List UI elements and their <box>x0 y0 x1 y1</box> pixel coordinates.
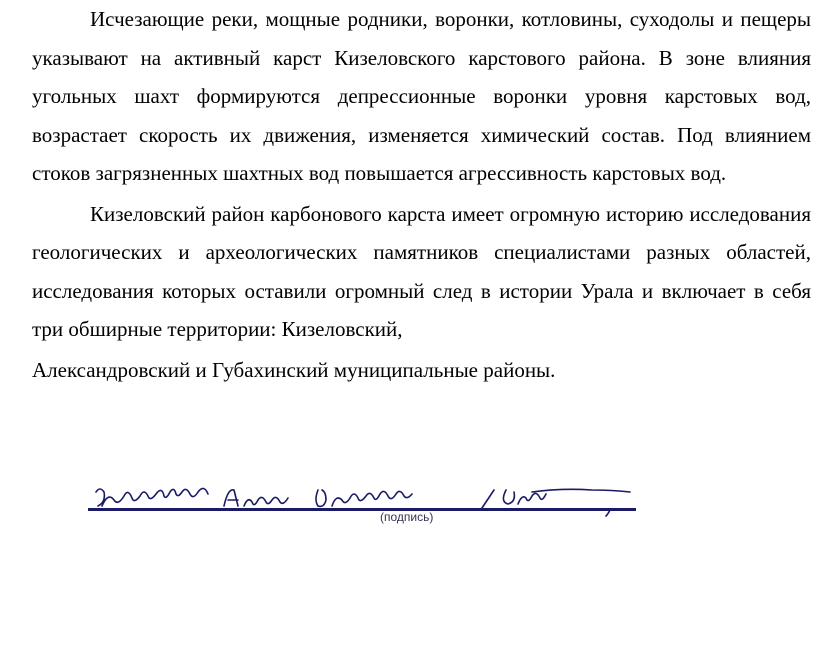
signature-caption: (подпись) <box>380 510 434 524</box>
paragraph-last-line: Александровский и Губахинский муниципальные районы. <box>32 357 556 382</box>
document-body <box>32 0 811 389</box>
signature-block <box>88 478 636 528</box>
paragraph-karst-activity: Исчезающие реки, мощные родники, воронки, котловины, суходолы и пещеры указывают на активный карст Кизеловского карстового района. В зоне влияния угольных шахт формируются депрессионные воронки уровня карстовых вод, возрастает скорость их движения, изменяется химический состав. Под влиянием стоков загрязненных шахтных вод повышается агрессивность карстовых вод. <box>32 7 811 185</box>
signature-line <box>88 508 636 511</box>
paragraph-karst-history: Кизеловский район карбонового карста имеет огромную историю исследования геологических и археологических памятников специалистами разных областей, исследования которых оставили огромный след в истории Урала и включает в себя три обширные территории: Кизеловский, <box>32 201 811 341</box>
handwritten-signature <box>88 478 636 526</box>
